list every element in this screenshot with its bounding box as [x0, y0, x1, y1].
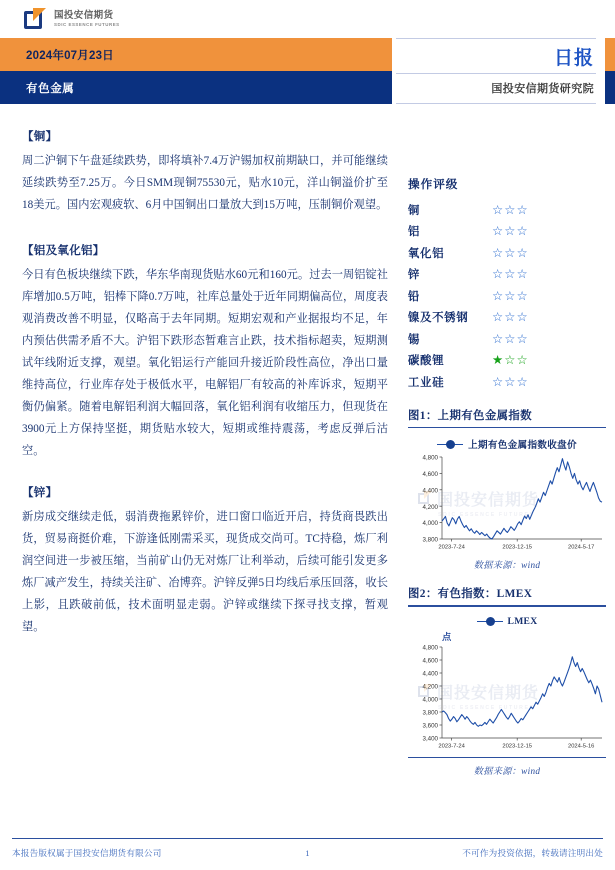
- header-edge-orange: [605, 38, 615, 71]
- star-empty-icon: ☆: [492, 309, 504, 324]
- star-empty-icon: ☆: [516, 330, 528, 346]
- svg-text:4,200: 4,200: [422, 503, 438, 511]
- rating-stars: [492, 311, 528, 324]
- svg-text:2023-7-24: 2023-7-24: [438, 743, 465, 750]
- chart-1-rule: [408, 427, 606, 429]
- svg-text:4,400: 4,400: [422, 670, 438, 678]
- rating-stars: [492, 244, 528, 260]
- company-logo: [24, 8, 120, 32]
- star-empty-icon: ☆: [492, 223, 504, 238]
- rating-stars: [492, 373, 528, 389]
- header-edge-blue: [605, 71, 615, 104]
- header-rule-bottom: [396, 103, 596, 104]
- rating-metal-name: 铜: [408, 204, 421, 217]
- rating-row-1: [408, 221, 606, 243]
- star-empty-icon: ☆: [492, 266, 504, 281]
- report-category: 有色金属: [26, 83, 75, 95]
- star-filled-icon: ★: [492, 352, 504, 367]
- chart-1-source: 数据来源：wind: [473, 560, 541, 571]
- footer-page-number: 1: [305, 848, 310, 858]
- section-text: 周二沪铜下午盘延续跌势，即将填补7.4万沪锡加权前期缺口，并可能继续延续跌势至7.25万。今日SMM现铜75530元，贴水10元，洋山铜溢价扩至18美元。国内宏观疲软、6月中国铜出口量放大到15万吨，压制铜价观望。: [22, 155, 388, 211]
- watermark-text-cn: 国投安信期货: [437, 492, 540, 510]
- svg-text:4,800: 4,800: [422, 454, 438, 462]
- star-empty-icon: ☆: [504, 373, 516, 389]
- svg-text:2023-12-15: 2023-12-15: [502, 544, 533, 551]
- section-aluminum: [22, 242, 388, 462]
- rating-row-5: [408, 307, 606, 329]
- sidebar: [408, 176, 606, 777]
- report-type: 日报: [553, 48, 594, 69]
- svg-text:3,400: 3,400: [422, 735, 438, 743]
- report-date: 2024年07月23日: [26, 50, 114, 62]
- star-empty-icon: ☆: [504, 244, 516, 260]
- star-empty-icon: ☆: [504, 223, 516, 238]
- chart-2-source: 数据来源：wind: [473, 766, 541, 777]
- chart-1-title: 图1：上期有色金属指数: [408, 409, 533, 422]
- star-empty-icon: ☆: [516, 201, 528, 217]
- star-empty-icon: ☆: [492, 201, 504, 217]
- svg-text:3,600: 3,600: [422, 722, 438, 730]
- rating-metal-name: 工业硅: [408, 376, 445, 389]
- footer-copyright: 本报告版权属于国投安信期货有限公司: [12, 848, 162, 858]
- legend-marker-icon: [437, 440, 463, 449]
- chart-2-legend-label: LMEX: [507, 615, 538, 627]
- chart-2-legend: [408, 616, 606, 627]
- chart-1-plot: [408, 453, 606, 553]
- chart-2-block: [408, 585, 606, 777]
- header-rule-top: [396, 38, 596, 39]
- article-body: [22, 128, 388, 647]
- rating-panel-title: 操作评级: [408, 178, 459, 191]
- chart-2-unit-label: 点: [442, 632, 452, 643]
- rating-metal-name: 氧化铝: [408, 247, 445, 260]
- svg-text:4,800: 4,800: [422, 644, 438, 652]
- chart-2-bottom-rule: [408, 757, 606, 759]
- report-organization: 国投安信期货研究院: [491, 83, 594, 95]
- chart-1-block: [408, 407, 606, 572]
- rating-row-3: [408, 264, 606, 286]
- star-empty-icon: ☆: [492, 373, 504, 389]
- star-empty-icon: ☆: [492, 330, 504, 346]
- star-empty-icon: ☆: [504, 309, 516, 324]
- logo-name-en: SDIC ESSENCE FUTURES: [54, 21, 120, 27]
- chart-1-legend-label: 上期有色金属指数收盘价: [468, 440, 577, 452]
- rating-metal-name: 铝: [408, 226, 421, 239]
- rating-stars: [492, 225, 528, 238]
- chart-1-area: [408, 437, 606, 571]
- header-rule-mid: [396, 73, 596, 74]
- svg-text:4,000: 4,000: [422, 696, 438, 704]
- section-zinc: [22, 484, 388, 638]
- chart-2-title: 图2：有色指数：LMEX: [408, 588, 533, 601]
- chart-2-plot: [408, 643, 606, 753]
- star-empty-icon: ☆: [516, 287, 528, 303]
- rating-row-8: [408, 371, 606, 393]
- watermark-text-en: SDIC ESSENCE FUTURES: [438, 512, 535, 519]
- legend-marker-icon: [477, 617, 503, 626]
- watermark-text-cn: 国投安信期货: [437, 685, 540, 703]
- star-empty-icon: ☆: [492, 244, 504, 260]
- page-footer: [12, 843, 603, 863]
- rating-metal-name: 碳酸锂: [408, 355, 445, 368]
- logo-text: [54, 8, 120, 27]
- rating-row-2: [408, 242, 606, 264]
- logo-mark-icon: [24, 8, 48, 32]
- chart-1-svg: [408, 453, 606, 553]
- chart-2-area: [408, 616, 606, 778]
- star-empty-icon: ☆: [504, 287, 516, 303]
- rating-row-0: [408, 199, 606, 221]
- chart-1-legend: [408, 437, 606, 451]
- rating-metal-name: 镍及不锈钢: [408, 312, 469, 325]
- report-header: [0, 38, 615, 104]
- svg-text:3,800: 3,800: [422, 709, 438, 717]
- watermark-text-en: SDIC ESSENCE FUTURES: [438, 705, 535, 712]
- svg-text:4,400: 4,400: [422, 487, 438, 495]
- rating-metal-name: 铅: [408, 290, 421, 303]
- svg-text:4,600: 4,600: [422, 471, 438, 479]
- footer-rule: [12, 838, 603, 839]
- rating-metal-name: 锌: [408, 269, 421, 282]
- header-right: [396, 38, 596, 104]
- star-empty-icon: ☆: [516, 309, 528, 324]
- svg-text:2024-5-17: 2024-5-17: [567, 544, 595, 551]
- logo-name-cn: 国投安信期货: [54, 10, 114, 21]
- star-empty-icon: ☆: [504, 330, 516, 346]
- rating-row-7: [408, 350, 606, 372]
- rating-stars: [492, 201, 528, 217]
- chart-2-rule: [408, 605, 606, 607]
- rating-stars: [492, 268, 528, 281]
- star-empty-icon: ☆: [504, 266, 516, 281]
- rating-metal-name: 锡: [408, 333, 421, 346]
- rating-row-6: [408, 328, 606, 350]
- rating-table: [408, 199, 606, 393]
- section-text: 新房成交继续走低，弱消费拖累锌价，进口窗口临近开启，持货商畏跌出货，贸易商挺价难，下游逢低刚需采买，现货成交尚可。TC持稳，炼厂利润空间进一步被压缩，当前矿山仍无对炼厂让利举动，后续可能引发更多炼厂减产发生，持续关注矿、冶博弈。沪锌反弹5日均线后承压回落，收长上影，且跌破前低，技术面明显走弱。沪锌或继续下探寻找支撑，暂观望。: [22, 511, 388, 633]
- svg-text:3,800: 3,800: [422, 536, 438, 544]
- svg-text:2024-5-16: 2024-5-16: [567, 743, 595, 750]
- star-empty-icon: ☆: [504, 201, 516, 217]
- rating-stars: [492, 354, 528, 367]
- star-empty-icon: ☆: [492, 287, 504, 303]
- star-empty-icon: ☆: [504, 352, 516, 367]
- rating-stars: [492, 287, 528, 303]
- star-empty-icon: ☆: [516, 373, 528, 389]
- svg-text:4,000: 4,000: [422, 520, 438, 528]
- star-empty-icon: ☆: [516, 266, 528, 281]
- rating-row-4: [408, 285, 606, 307]
- svg-text:2023-7-24: 2023-7-24: [438, 544, 465, 551]
- section-title: 【铜】: [22, 131, 58, 143]
- star-empty-icon: ☆: [516, 352, 528, 367]
- section-text: 今日有色板块继续下跌，华东华南现货贴水60元和160元。过去一周铝锭社库增加0.5万吨，铝棒下降0.7万吨，社库总量处于近年同期偏高位，周度表观消费改善不明显，仅略高于去年同期。短期宏观和产业据报均不足，年内预估供需矛盾不大。沪铝下跌形态暂难言止跌，技术指标超卖，短期测试年线附近支撑，观望。氧化铝运行产能回升接近阶段性高位，净出口量维持高位，行业库存处于极低水平，电解铝厂有较高的补库诉求，短期平衡仍偏紧。随着电解铝利润大幅回落，氧化铝利润有收缩压力，但现货在3900元上方保持坚挺，期货贴水较大，短期或维持震荡，考虑反弹后沽空。: [22, 269, 388, 457]
- star-empty-icon: ☆: [516, 223, 528, 238]
- svg-text:2023-12-15: 2023-12-15: [502, 743, 533, 750]
- section-copper: [22, 128, 388, 216]
- svg-text:4,200: 4,200: [422, 683, 438, 691]
- section-title: 【锌】: [22, 487, 58, 499]
- rating-stars: [492, 330, 528, 346]
- svg-text:4,600: 4,600: [422, 657, 438, 665]
- section-title: 【铝及氧化铝】: [22, 245, 105, 257]
- chart-2-svg: [408, 643, 606, 753]
- star-empty-icon: ☆: [516, 244, 528, 260]
- footer-disclaimer: 不可作为投资依据，转载请注明出处: [462, 848, 603, 858]
